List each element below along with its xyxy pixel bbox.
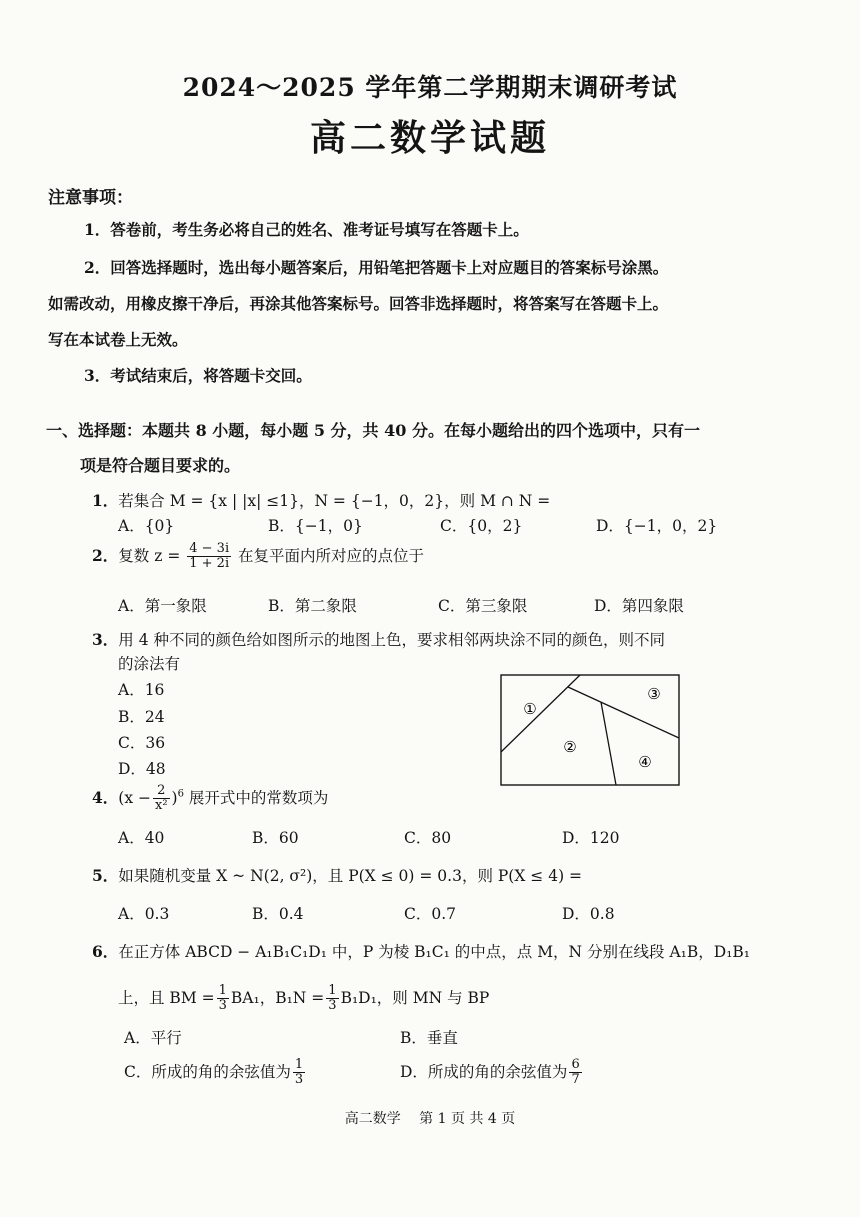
q1-option-a: A．{0} [118, 517, 175, 535]
question-number: 5． [92, 866, 119, 885]
q6-option-b: B．垂直 [400, 1029, 458, 1047]
region-1-label: ① [523, 700, 537, 718]
fraction [293, 1058, 305, 1088]
q3-option-c: C．36 [118, 734, 166, 752]
expression-post: ) [171, 788, 178, 807]
notice-item-2-line-1: 2．回答选择题时，选出每小题答案后，用铅笔把答题卡上对应题目的答案标号涂黑。 [84, 258, 669, 277]
q3-option-a: A．16 [118, 681, 165, 699]
fraction-numerator: 6 [571, 1057, 580, 1072]
fraction-numerator: 1 [294, 1057, 304, 1072]
fraction [217, 984, 229, 1014]
fraction-denominator: 7 [571, 1072, 580, 1088]
page-footer: 高二数学 第 1 页 共 4 页 [344, 1111, 516, 1127]
notice-heading: 注意事项： [48, 188, 133, 208]
section-1-heading-line-1: 一、选择题：本题共 8 小题，每小题 5 分，共 40 分。在每小题给出的四个选项中，只有一 [46, 421, 700, 440]
fraction-numerator: 4 − 3i [189, 541, 230, 556]
fraction-denominator: 3 [328, 998, 337, 1014]
q2-option-b: B．第二象限 [268, 597, 357, 615]
question-number: 3． [92, 630, 119, 649]
stem-part-3: B₁D₁，则 MN 与 BP [340, 988, 490, 1007]
question-stem: 用 4 种不同的颜色给如图所示的地图上色，要求相邻两块涂不同的颜色，则不同 [118, 631, 666, 649]
expression-pre: (x − [118, 788, 151, 807]
region-2-label: ② [563, 738, 577, 756]
question-3 [92, 628, 665, 650]
region-4-label: ④ [638, 753, 652, 771]
q4-option-d: D．120 [562, 829, 620, 847]
question-6 [92, 940, 750, 962]
question-stem-pre: 复数 z = [118, 546, 181, 565]
q6-option-a: A．平行 [124, 1029, 182, 1047]
question-stem-post: 在复平面内所对应的点位于 [238, 546, 425, 565]
question-number: 2． [92, 545, 119, 565]
notice-item-1: 1．答卷前，考生务必将自己的姓名、准考证号填写在答题卡上。 [84, 220, 529, 239]
q1-option-b: B．{−1，0} [268, 517, 363, 535]
map-divider-2 [568, 687, 679, 738]
exam-title: 2024～2025 学年第二学期期末调研考试 [182, 73, 678, 102]
fraction-denominator: 3 [294, 1072, 304, 1088]
option-text: D．所成的角的余弦值为 [400, 1062, 568, 1081]
q4-option-a: A．40 [118, 829, 165, 847]
q4-option-c: C．80 [404, 829, 452, 847]
q6-option-c [124, 1058, 307, 1088]
question-stem-post: 展开式中的常数项为 [188, 788, 329, 807]
fraction [187, 542, 231, 572]
notice-item-2-line-2: 如需改动，用橡皮擦干净后，再涂其他答案标号。回答非选择题时，将答案写在答题卡上。 [48, 294, 669, 313]
stem-part-2: BA₁，B₁N = [230, 988, 325, 1007]
section-1-heading-line-2: 项是符合题目要求的。 [80, 456, 241, 475]
fraction-denominator: 1 + 2i [189, 556, 230, 572]
question-3-stem-line-2: 的涂法有 [118, 655, 181, 673]
question-5 [92, 864, 582, 886]
q2-option-a: A．第一象限 [118, 597, 207, 615]
stem-part-1: 上，且 BM = [118, 988, 215, 1007]
question-6-stem-line-2 [118, 984, 489, 1014]
fraction-numerator: 2 [153, 784, 170, 799]
fraction [153, 784, 170, 814]
q2-option-d: D．第四象限 [594, 597, 684, 615]
option-text: C．所成的角的余弦值为 [124, 1062, 291, 1081]
q3-option-d: D．48 [118, 760, 166, 778]
fraction-numerator: 1 [328, 983, 337, 998]
map-figure [500, 674, 680, 786]
fraction-denominator: x² [155, 798, 168, 814]
question-number: 4． [92, 787, 119, 807]
q5-option-a: A．0.3 [118, 905, 170, 923]
q5-option-d: D．0.8 [562, 905, 615, 923]
q1-option-c: C．{0，2} [440, 517, 523, 535]
q1-option-d: D．{−1，0，2} [596, 517, 718, 535]
exam-subject-title: 高二数学试题 [309, 117, 550, 159]
exponent: 6 [177, 788, 184, 800]
notice-item-2-line-3: 写在本试卷上无效。 [48, 330, 188, 349]
fraction [569, 1058, 581, 1088]
q3-option-b: B．24 [118, 708, 165, 726]
question-4 [92, 784, 328, 814]
q2-option-c: C．第三象限 [438, 597, 528, 615]
fraction-numerator: 1 [218, 983, 227, 998]
map-divider-3 [601, 702, 616, 785]
region-3-label: ③ [647, 685, 661, 703]
q5-option-c: C．0.7 [404, 905, 457, 923]
notice-item-3: 3．考试结束后，将答题卡交回。 [84, 366, 312, 385]
question-number: 1． [92, 491, 119, 510]
question-stem: 在正方体 ABCD − A₁B₁C₁D₁ 中，P 为棱 B₁C₁ 的中点，点 M，N 分别在线段 A₁B，D₁B₁ [118, 943, 751, 961]
question-2 [92, 542, 424, 572]
fraction-denominator: 3 [218, 998, 227, 1014]
question-stem: 若集合 M = {x | |x| ≤1}，N = {−1，0，2}，则 M ∩ N = [118, 492, 551, 510]
question-stem: 如果随机变量 X ~ N(2, σ²)，且 P(X ≤ 0) = 0.3，则 P(X ≤ 4) = [118, 867, 583, 885]
fraction [326, 984, 338, 1014]
q5-option-b: B．0.4 [252, 905, 304, 923]
question-number: 6． [92, 942, 119, 961]
question-1 [92, 489, 550, 511]
q4-option-b: B．60 [252, 829, 299, 847]
q6-option-d [400, 1058, 584, 1088]
